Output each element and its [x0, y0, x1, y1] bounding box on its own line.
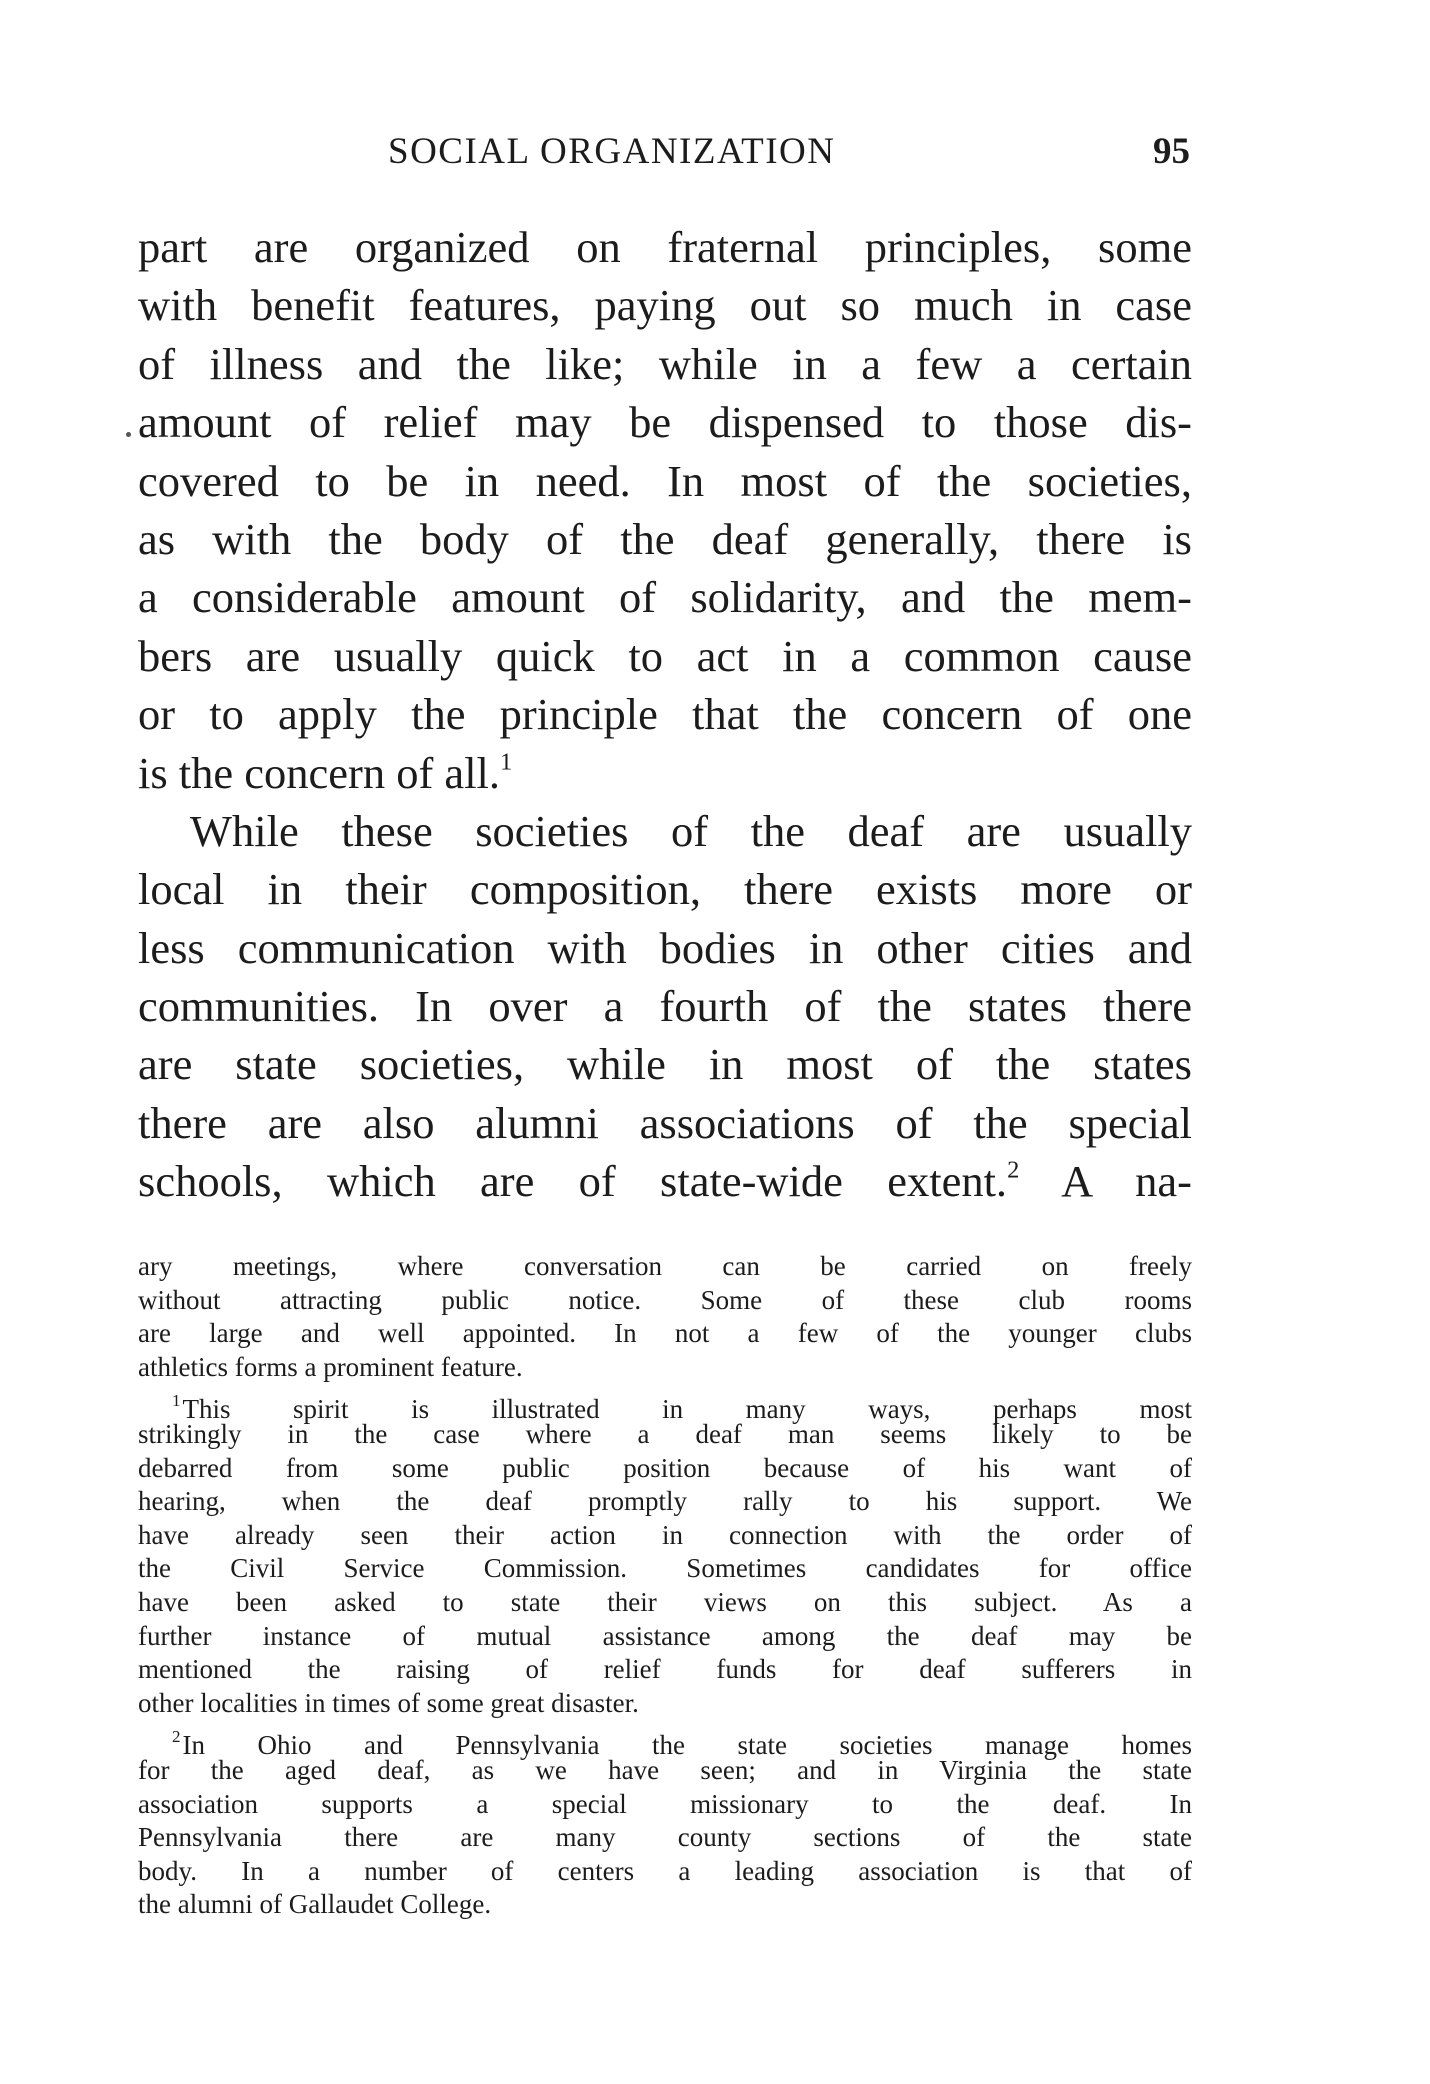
footnote-line: for the aged deaf, as we have seen; and in Virginia the state	[138, 1754, 1192, 1785]
stray-ink-mark	[126, 432, 131, 437]
text-line: amount of relief may be dispensed to those dis-	[138, 397, 1192, 448]
text-line: less communication with bodies in other cities and	[138, 922, 1192, 973]
footnote-line: debarred from some public position because of his want of	[138, 1452, 1192, 1483]
running-head	[138, 130, 1190, 186]
text-line: a considerable amount of solidarity, and the mem-	[138, 572, 1192, 623]
text-line: there are also alumni associations of the special	[138, 1097, 1192, 1148]
text-line: part are organized on fraternal principles, some	[138, 222, 1192, 272]
footnote-2	[138, 1720, 1192, 1922]
footnote-line: athletics forms a prominent feature.	[138, 1351, 523, 1382]
text-line	[138, 1152, 1192, 1210]
text-line: as with the body of the deaf generally, there is	[138, 513, 1192, 564]
paragraph	[138, 802, 1192, 1211]
footnote-line: further instance of mutual assistance among the deaf may be	[138, 1620, 1192, 1651]
footnote-line: association supports a special missionary to the deaf. In	[138, 1788, 1192, 1819]
footnote-line	[138, 1720, 1192, 1761]
footnote-1	[138, 1384, 1192, 1720]
footnote-marker: 1	[172, 1391, 181, 1411]
footnote-line: strikingly in the case where a deaf man seems likely to be	[138, 1418, 1192, 1449]
text-fragment: is the concern of all.	[138, 747, 501, 798]
footnote-line: mentioned the raising of relief funds for deaf sufferers in	[138, 1654, 1192, 1685]
page-number: 95	[1153, 131, 1190, 172]
footnote-line: the alumni of Gallaudet College.	[138, 1889, 492, 1920]
footnote-marker: 2	[172, 1727, 181, 1747]
footnote-line: without attracting public notice. Some of these club rooms	[138, 1284, 1192, 1315]
footnotes	[138, 1250, 1192, 1922]
text-line: or to apply the principle that the concern of one	[138, 689, 1192, 740]
text-line: local in their composition, there exists more or	[138, 864, 1192, 915]
footnote-line: other localities in times of some great disaster.	[138, 1687, 639, 1718]
text-fragment: schools, which are of state-wide extent.	[138, 1156, 1008, 1207]
text-line	[138, 744, 1192, 802]
text-fragment: A na-	[1061, 1156, 1192, 1207]
text-line: communities. In over a fourth of the states there	[138, 981, 1192, 1032]
text-fragment: In Ohio and Pennsylvania the state societies manage homes	[182, 1730, 1192, 1761]
footnote-line	[138, 1384, 1192, 1425]
text-line: While these societies of the deaf are usually	[190, 805, 1192, 856]
footnote-continued	[138, 1250, 1192, 1384]
footnote-line: the Civil Service Commission. Sometimes candidates for office	[138, 1553, 1192, 1584]
text-line: covered to be in need. In most of the societies,	[138, 455, 1192, 506]
paragraph-continued	[138, 218, 1192, 802]
text-line: bers are usually quick to act in a common cause	[138, 630, 1192, 681]
footnote-line: have already seen their action in connection with the order of	[138, 1519, 1192, 1550]
footnote-reference: 1	[500, 748, 513, 776]
running-title: SOCIAL ORGANIZATION	[388, 131, 836, 172]
footnote-line: ary meetings, where conversation can be carried on freely	[138, 1251, 1192, 1281]
footnote-line: body. In a number of centers a leading association is that of	[138, 1855, 1192, 1886]
footnote-line: have been asked to state their views on this subject. As a	[138, 1586, 1192, 1617]
footnote-line: Pennsylvania there are many county sections of the state	[138, 1822, 1192, 1853]
footnote-reference: 2	[1007, 1156, 1020, 1184]
text-line: of illness and the like; while in a few a certain	[138, 338, 1192, 389]
text-fragment: This spirit is illustrated in many ways, perhaps most	[182, 1394, 1192, 1425]
footnote-line: hearing, when the deaf promptly rally to his support. We	[138, 1486, 1192, 1517]
main-text	[138, 218, 1192, 1211]
text-line: with benefit features, paying out so much in case	[138, 280, 1192, 331]
text-line: are state societies, while in most of the states	[138, 1039, 1192, 1090]
footnote-line: are large and well appointed. In not a few of the younger clubs	[138, 1318, 1192, 1349]
